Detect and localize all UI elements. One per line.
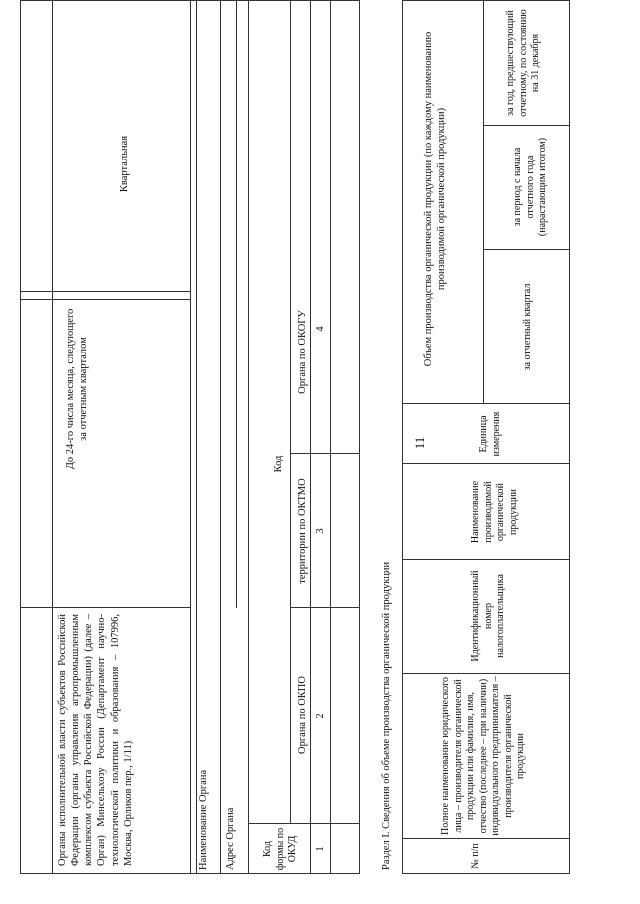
col-inn: Идентификационный номер налогоплательщика [470, 570, 506, 662]
page-number: 11 [412, 436, 427, 450]
form-code-label: Код формы по ОКУД [262, 827, 298, 871]
col-quarter: за отчетный квартал [522, 283, 533, 371]
periodicity-text: Квартальная [119, 135, 130, 193]
col-volume: Объем производства органической продукции (по каждому наименованию производимой органической продукции) [423, 31, 448, 367]
okpo-label: Органа по ОКПО [297, 676, 308, 754]
code-header: Код [273, 455, 284, 473]
code-num-2: 2 [315, 713, 326, 719]
col-ytd: за период с начала отчетного года (нарастающим итогом) [512, 137, 548, 237]
code-num-4: 4 [315, 326, 326, 332]
col-prev-year: за год, предшествующий отчетному, по состоянию на 31 декабря [505, 9, 541, 117]
okogu-label: Органа по ОКОГУ [297, 310, 308, 394]
oktmo-label: территории по ОКТМО [297, 478, 308, 584]
col-num: № п/п [470, 843, 481, 869]
deadline-text: До 24-го числа месяца, следующего за отчетным кварталом [65, 308, 90, 470]
col-unit: Единица измерения [478, 411, 502, 457]
section-title: Раздел I. Сведения об объеме производства органической продукции [381, 561, 392, 870]
code-num-3: 3 [315, 528, 326, 534]
recipients-text: Органы исполнительной власти субъектов Российской Федерации (органы управления агропромышленным комплексом субъекта Российской Федерации) (далее – Орган) Минсельхозу России (Департамент научно-технологической политики и образования – 107996, Москва, Орликов пер., 1/11) [57, 614, 134, 866]
col-producer: Полное наименование юридического лица – производителя органической продукции или фамилия, имя, отчество (последнее – при наличии) индивидуального предпринимателя – производителя органической продукции [440, 676, 526, 836]
col-product: Наименование производимой органической продукции [470, 480, 519, 544]
org-address-label: Адрес Органа [225, 807, 236, 870]
code-num-1: 1 [315, 846, 326, 852]
org-name-label: Наименование Органа [198, 769, 209, 870]
